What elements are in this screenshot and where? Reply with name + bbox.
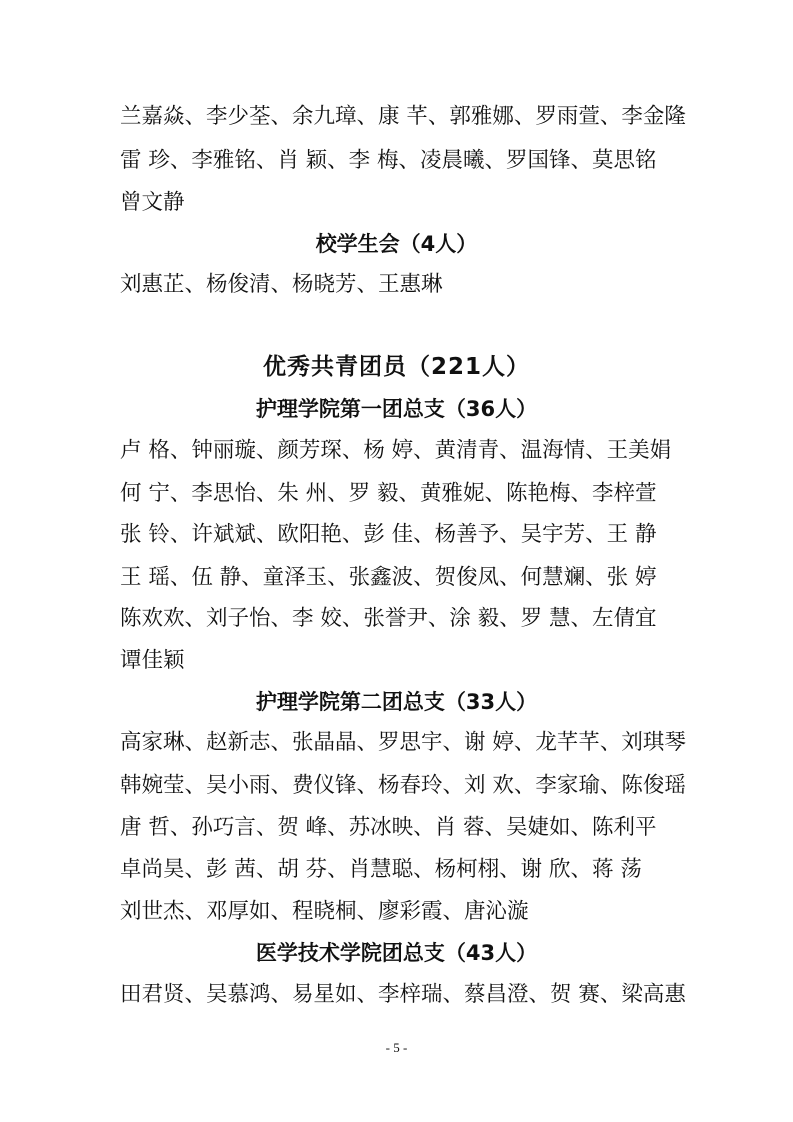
name-line: 高家琳、赵新志、张晶晶、罗思宇、谢 婷、龙芊芊、刘琪琴	[120, 730, 686, 755]
section-heading-nursing-1: 护理学院第一团总支（36人）	[255, 397, 538, 421]
name-line: 谭佳颖	[120, 648, 185, 673]
name-line: 雷 珍、李雅铭、肖 颖、李 梅、凌晨曦、罗国锋、莫思铭	[120, 148, 657, 173]
name-line: 卓尚昊、彭 茜、胡 芬、肖慧聪、杨柯栩、谢 欣、蒋 荡	[120, 857, 642, 882]
name-line: 何 宁、李思怡、朱 州、罗 毅、黄雅妮、陈艳梅、李梓萱	[120, 481, 657, 506]
name-line: 兰嘉焱、李少荃、余九璋、康 芊、郭雅娜、罗雨萱、李金隆	[120, 104, 686, 129]
name-line: 王 瑶、伍 静、童泽玉、张鑫波、贺俊凤、何慧斓、张 婷	[120, 565, 657, 590]
section-heading-medtech: 医学技术学院团总支（43人）	[255, 941, 538, 965]
name-line: 陈欢欢、刘子怡、李 姣、张誉尹、涂 毅、罗 慧、左倩宜	[120, 606, 657, 631]
name-line: 卢 格、钟丽璇、颜芳琛、杨 婷、黄清青、温海情、王美娟	[120, 438, 672, 463]
name-line: 唐 哲、孙巧言、贺 峰、苏冰映、肖 蓉、吴婕如、陈利平	[120, 815, 657, 840]
name-line: 田君贤、吴慕鸿、易星如、李梓瑞、蔡昌澄、贺 赛、梁高惠	[120, 982, 686, 1007]
name-line: 刘世杰、邓厚如、程晓桐、廖彩霞、唐沁漩	[120, 899, 529, 924]
section-heading-student-union: 校学生会（4人）	[315, 232, 478, 256]
name-line: 刘惠芷、杨俊清、杨晓芳、王惠琳	[120, 272, 443, 297]
name-line: 韩婉莹、吴小雨、费仪锋、杨春玲、刘 欢、李家瑜、陈俊瑶	[120, 773, 686, 798]
name-line: 张 铃、许斌斌、欧阳艳、彭 佳、杨善予、吴宇芳、王 静	[120, 522, 657, 547]
section-heading-nursing-2: 护理学院第二团总支（33人）	[255, 690, 538, 714]
page-number: - 5 -	[385, 1040, 408, 1055]
name-line: 曾文静	[120, 190, 185, 215]
section-heading-excellent-members: 优秀共青团员（221人）	[262, 354, 530, 380]
